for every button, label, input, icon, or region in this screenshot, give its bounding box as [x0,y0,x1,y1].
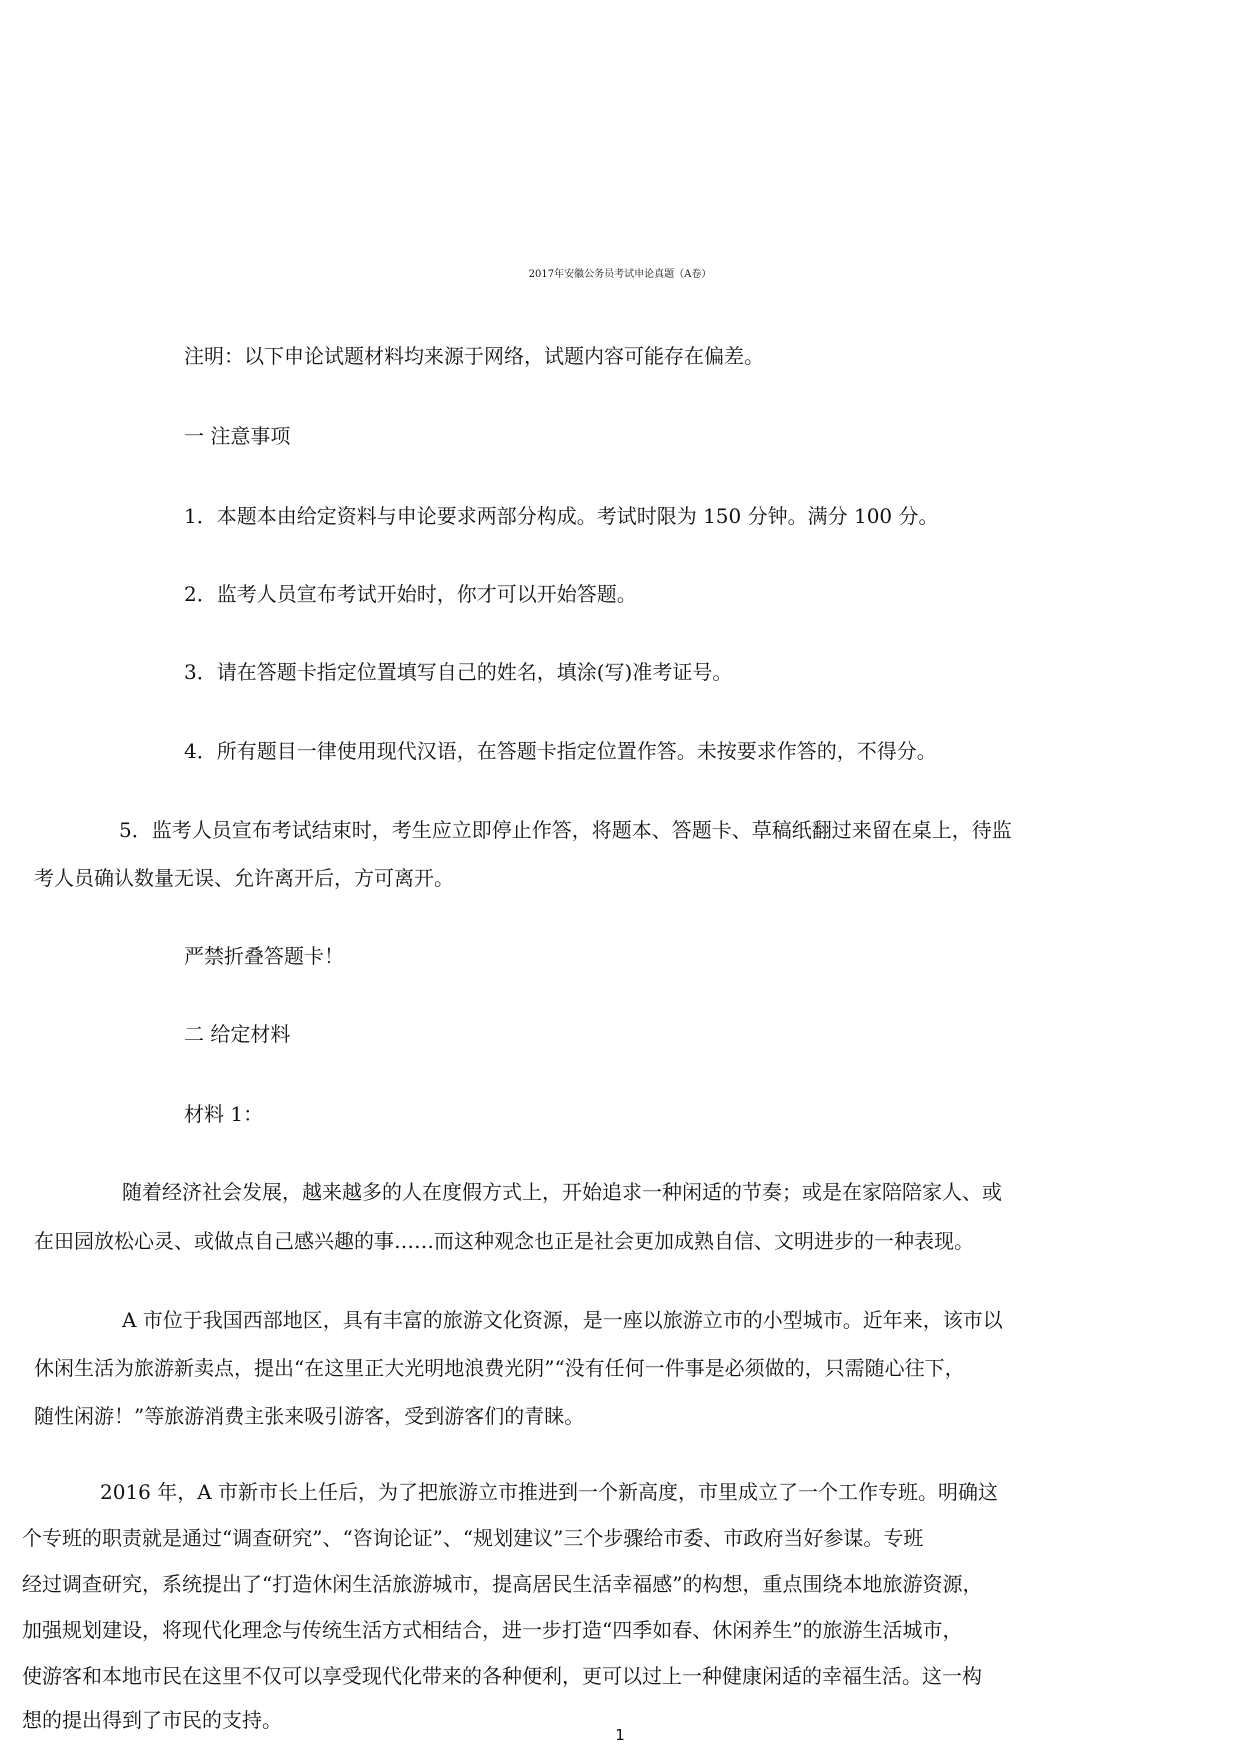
page-number: 1 [615,1726,625,1744]
paragraph-2-line-1: A 市位于我国西部地区，具有丰富的旅游文化资源，是一座以旅游立市的小型城市。近年来，该市以 [122,1308,1003,1332]
document-title: 2017年安徽公务员考试申论真题（A卷） [528,269,712,280]
disclaimer-note: 注明：以下申论试题材料均来源于网络，试题内容可能存在偏差。 [184,344,764,368]
rule-item-3: 3．请在答题卡指定位置填写自己的姓名，填涂(写)准考证号。 [184,660,733,684]
paragraph-3-line-3: 经过调查研究，系统提出了“打造休闲生活旅游城市，提高居民生活幸福感”的构想，重点围绕本地旅游资源， [22,1572,983,1596]
rule-item-2: 2．监考人员宣布考试开始时，你才可以开始答题。 [184,582,637,606]
rule-item-1: 1．本题本由给定资料与申论要求两部分构成。考试时限为 150 分钟。满分 100 分。 [184,504,939,528]
paragraph-1-line-2: 在田园放松心灵、或做点自己感兴趣的事……而这种观念也正是社会更加成熟自信、文明进步的一种表现。 [34,1229,974,1253]
paragraph-2-line-3: 随性闲游！”等旅游消费主张来吸引游客，受到游客们的青睐。 [34,1404,585,1428]
section-heading-materials: 二 给定材料 [184,1022,291,1046]
rule-item-4: 4．所有题目一律使用现代汉语，在答题卡指定位置作答。未按要求作答的，不得分。 [184,739,937,763]
material-label: 材料 1： [184,1102,264,1126]
paragraph-3-line-2: 个专班的职责就是通过“调查研究”、“咨询论证”、“规划建议”三个步骤给市委、市政府当好参谋。专班 [22,1526,924,1550]
rule-item-5-line-2: 考人员确认数量无误、允许离开后，方可离开。 [34,866,454,890]
paragraph-2-line-2: 休闲生活为旅游新卖点，提出“在这里正大光明地浪费光阴”“没有任何一件事是必须做的，只需随心往下， [34,1356,965,1380]
paragraph-3-line-5: 使游客和本地市民在这里不仅可以享受现代化带来的各种便利，更可以过上一种健康闲适的幸福生活。这一构 [22,1664,982,1688]
rule-item-5-line-1: 5．监考人员宣布考试结束时，考生应立即停止作答，将题本、答题卡、草稿纸翻过来留在桌上，待监 [119,818,1012,842]
warning-text: 严禁折叠答题卡！ [184,944,344,968]
section-heading-notes: 一 注意事项 [184,424,291,448]
paragraph-3-line-4: 加强规划建设，将现代化理念与传统生活方式相结合，进一步打造“四季如春、休闲养生”的旅游生活城市， [22,1618,963,1642]
paragraph-1-line-1: 随着经济社会发展，越来越多的人在度假方式上，开始追求一种闲适的节奏；或是在家陪陪家人、或 [122,1180,1002,1204]
paragraph-3-line-6: 想的提出得到了市民的支持。 [22,1708,282,1732]
paragraph-3-line-1: 2016 年，A 市新市长上任后，为了把旅游立市推进到一个新高度，市里成立了一个工作专班。明确这 [100,1480,999,1504]
